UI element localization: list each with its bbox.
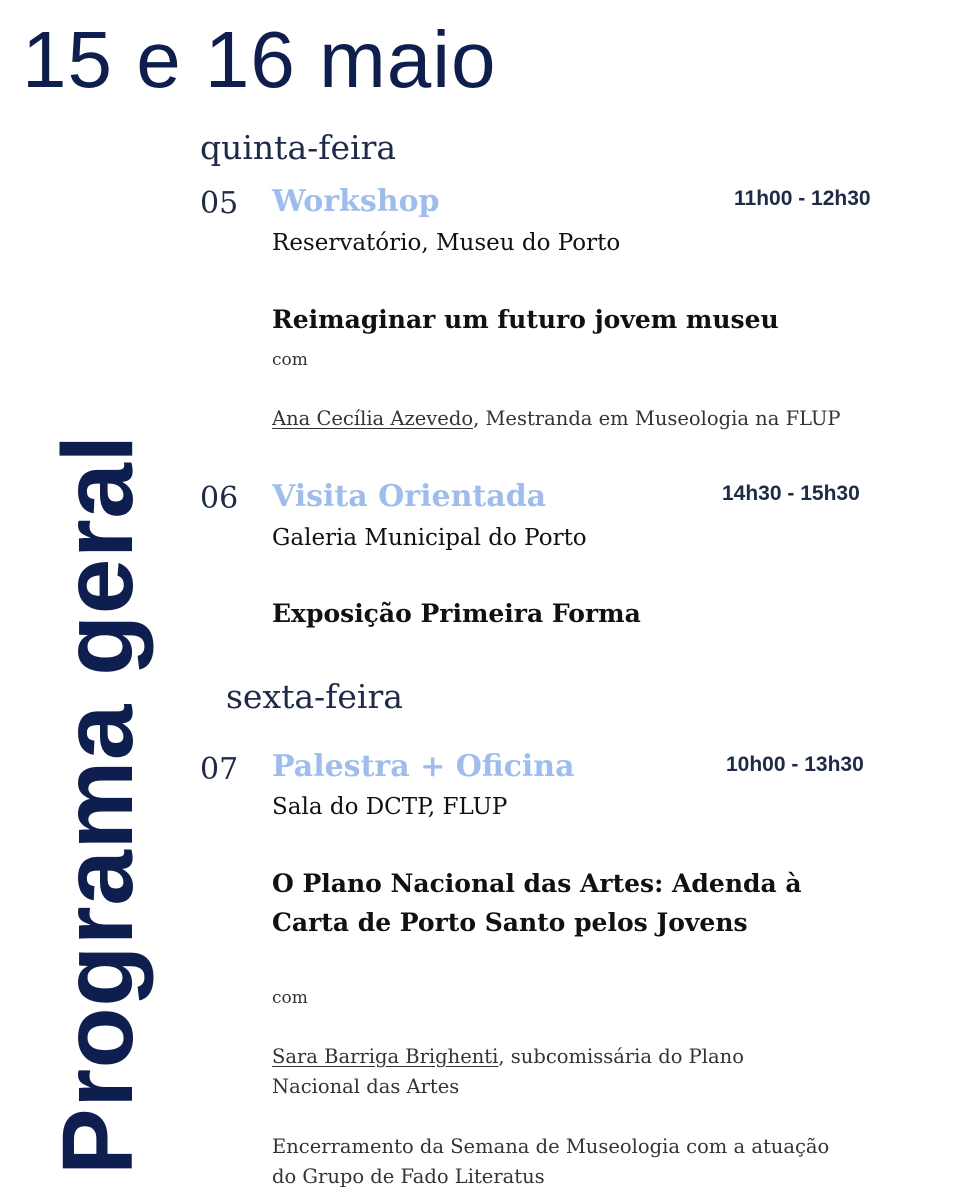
event-with-label: com: [272, 988, 308, 1008]
event-venue: Galeria Municipal do Porto: [272, 525, 587, 551]
day-heading-thursday: quinta-feira: [200, 128, 397, 167]
event-venue: Reservatório, Museu do Porto: [272, 230, 621, 256]
speaker-name-link[interactable]: Ana Cecília Azevedo: [272, 407, 474, 430]
event-closing-note: Encerramento da Semana de Museologia com a atuação do Grupo de Fado Literatus: [272, 1135, 830, 1188]
event-type: Palestra + Oficina: [272, 749, 575, 784]
event-speaker: [272, 1042, 812, 1102]
event-time: 14h30 - 15h30: [722, 482, 860, 505]
day-heading-friday: sexta-feira: [226, 677, 403, 716]
speaker-role: , Mestranda em Museologia na FLUP: [473, 407, 841, 430]
event-type: Visita Orientada: [272, 479, 547, 514]
event-type: Workshop: [272, 184, 440, 219]
event-venue: Sala do DCTP, FLUP: [272, 794, 508, 820]
date-title: 15 e 16 maio: [22, 15, 497, 104]
event-time: 10h00 - 13h30: [726, 753, 864, 776]
event-title: Exposição Primeira Forma: [272, 599, 641, 628]
event-number: 05: [200, 186, 239, 221]
speaker-role: , subcomissária do Plano Nacional das Artes: [272, 1045, 744, 1098]
programa-geral-vertical-title: Programa geral: [42, 434, 154, 1175]
event-title: O Plano Nacional das Artes: Adenda à Carta de Porto Santo pelos Jovens: [272, 869, 802, 937]
event-number: 07: [200, 752, 239, 787]
event-time: 11h00 - 12h30: [734, 187, 871, 210]
event-number: 06: [200, 481, 239, 516]
event-speaker: [272, 404, 852, 434]
event-title: Reimaginar um futuro jovem museu: [272, 305, 779, 334]
event-with-label: com: [272, 350, 308, 370]
speaker-name-link[interactable]: Sara Barriga Brighenti: [272, 1045, 499, 1068]
